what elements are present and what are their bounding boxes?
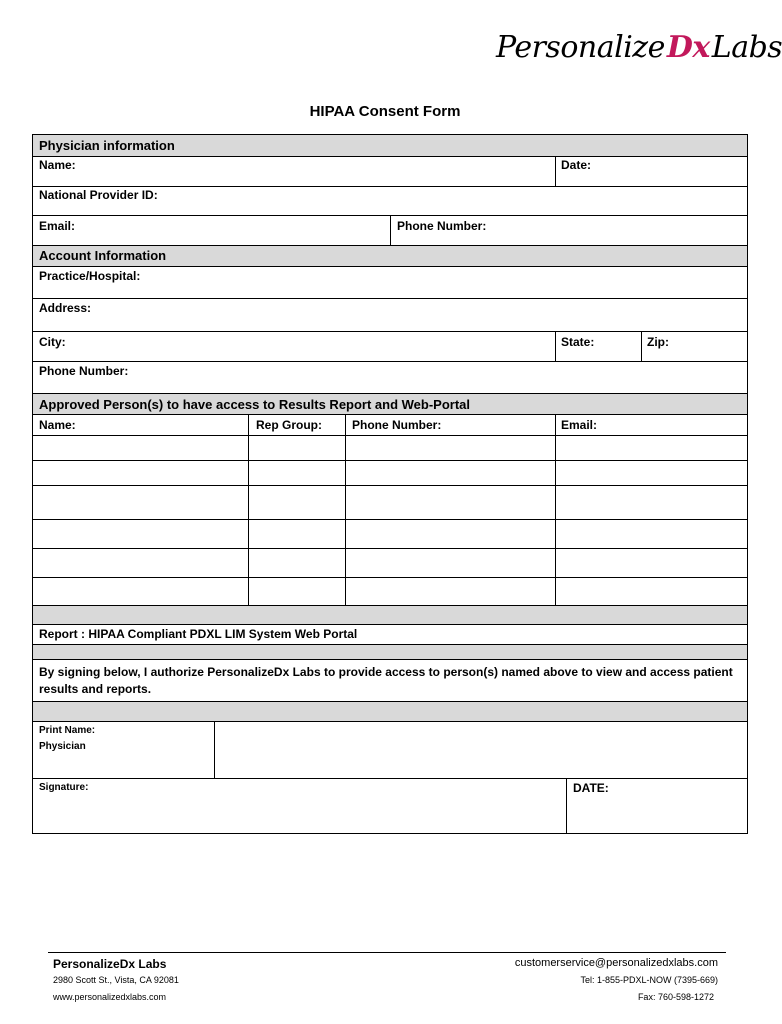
approved-section-title: Approved Person(s) to have access to Results Report and Web-Portal xyxy=(39,397,471,412)
divider xyxy=(555,156,556,186)
divider xyxy=(32,659,748,660)
physician-name-field[interactable]: Name: xyxy=(39,158,76,172)
table-row[interactable] xyxy=(32,460,748,461)
physician-label: Physician xyxy=(39,741,86,752)
state-field[interactable]: State: xyxy=(561,335,595,349)
table-row[interactable] xyxy=(32,485,748,486)
logo-text: Personalize xyxy=(496,30,665,65)
form-title: HIPAA Consent Form xyxy=(309,103,461,120)
logo-labs-text: Labs xyxy=(711,30,782,65)
footer-company: PersonalizeDx Labs xyxy=(53,957,167,971)
divider xyxy=(32,156,748,157)
physician-date-field[interactable]: Date: xyxy=(561,158,592,172)
table-row[interactable] xyxy=(32,577,748,578)
footer-website[interactable]: www.personalizedxlabs.com xyxy=(53,992,167,1002)
divider xyxy=(32,245,748,246)
account-section-title: Account Information xyxy=(39,248,167,263)
divider xyxy=(32,393,748,394)
signature-date-label[interactable]: DATE: xyxy=(573,781,609,795)
footer-email[interactable]: customerservice@personalizedxlabs.com xyxy=(514,957,718,969)
practice-field[interactable]: Practice/Hospital: xyxy=(39,269,141,283)
approved-header-rep-group: Rep Group: xyxy=(256,418,322,432)
signature-field[interactable] xyxy=(33,779,565,833)
zip-field[interactable]: Zip: xyxy=(647,335,669,349)
company-logo xyxy=(496,30,782,65)
approved-header-email: Email: xyxy=(561,418,598,432)
footer-fax: Fax: 760-598-1272 xyxy=(637,992,714,1002)
divider xyxy=(32,414,748,415)
divider xyxy=(32,624,748,625)
address-field[interactable]: Address: xyxy=(39,301,92,315)
divider xyxy=(566,778,567,834)
logo-dx-mark: Dx xyxy=(666,30,710,65)
physician-phone-field[interactable]: Phone Number: xyxy=(397,219,487,233)
divider xyxy=(32,186,748,187)
physician-section-title: Physician information xyxy=(39,138,175,153)
report-line: Report : HIPAA Compliant PDXL LIM System Web Portal xyxy=(39,627,358,641)
divider xyxy=(32,298,748,299)
physician-email-field[interactable]: Email: xyxy=(39,219,76,233)
divider xyxy=(32,266,748,267)
approved-header-phone: Phone Number: xyxy=(352,418,442,432)
print-name-label: Print Name: xyxy=(39,725,96,736)
divider xyxy=(32,361,748,362)
spacer-row xyxy=(33,702,747,721)
approved-header-name: Name: xyxy=(39,418,76,432)
account-phone-field[interactable]: Phone Number: xyxy=(39,364,129,378)
spacer-row xyxy=(33,606,747,624)
city-field[interactable]: City: xyxy=(39,335,66,349)
print-name-input[interactable] xyxy=(215,722,747,777)
npi-field[interactable]: National Provider ID: xyxy=(39,188,158,202)
signature-label: Signature: xyxy=(39,782,89,793)
footer-tel: Tel: 1-855-PDXL-NOW (7395-669) xyxy=(580,975,718,985)
table-row[interactable] xyxy=(32,519,748,520)
authorization-text: By signing below, I authorize PersonalizeDx Labs to provide access to person(s) named above to view and access patient results and reports. xyxy=(39,665,733,696)
footer-divider xyxy=(48,952,726,953)
divider xyxy=(555,331,556,361)
divider xyxy=(641,331,642,361)
table-row[interactable] xyxy=(32,435,748,436)
spacer-row xyxy=(33,645,747,659)
divider xyxy=(390,215,391,245)
footer-address: 2980 Scott St., Vista, CA 92081 xyxy=(53,975,179,985)
table-row[interactable] xyxy=(32,548,748,549)
